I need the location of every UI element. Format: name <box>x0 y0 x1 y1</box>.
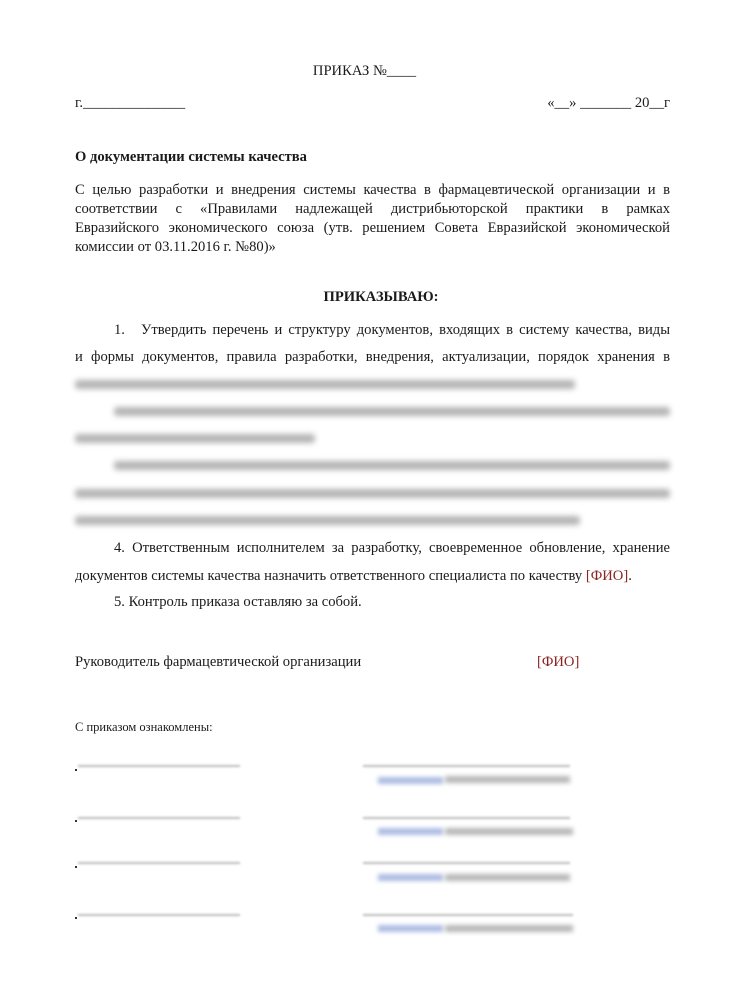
city-field: г.______________ <box>75 95 186 111</box>
preamble-line: соответствии с «Правилами надлежащей дистрибьюторской практики в рамках <box>75 201 670 217</box>
item-1-line: и формы документов, правила разработки, внедрения, актуализации, порядок хранения в <box>75 349 670 365</box>
period: . <box>628 568 632 584</box>
item-4-line: 4. Ответственным исполнителем за разработку, своевременное обновление, хранение <box>114 540 670 556</box>
item-1-line: Утвердить перечень и структуру документов, входящих в систему качества, виды <box>141 322 670 338</box>
item-5: 5. Контроль приказа оставляю за собой. <box>114 594 362 610</box>
date-field: «__» _______ 20__г <box>547 95 670 111</box>
order-heading: ПРИКАЗЫВАЮ: <box>323 289 439 305</box>
preamble-line: С целью разработки и внедрения системы качества в фармацевтической организации и в <box>75 182 670 198</box>
fio-placeholder: [ФИО] <box>585 568 629 584</box>
item-4-text: документов системы качества назначить ответственного специалиста по качеству <box>75 568 583 584</box>
item-number: 1. <box>114 322 125 338</box>
item-4-line <box>75 568 632 585</box>
signature-role: Руководитель фармацевтической организации <box>75 654 362 670</box>
document-subject: О документации системы качества <box>75 149 307 165</box>
document-title: ПРИКАЗ №____ <box>312 63 417 79</box>
preamble-line: Евразийского экономического союза (утв. решением Совета Евразийской экономической <box>75 220 670 236</box>
acknowledged-label: С приказом ознакомлены: <box>75 720 213 734</box>
preamble-line: комиссии от 03.11.2016 г. №80)» <box>75 239 276 255</box>
signature-fio-placeholder: [ФИО] <box>537 654 580 670</box>
